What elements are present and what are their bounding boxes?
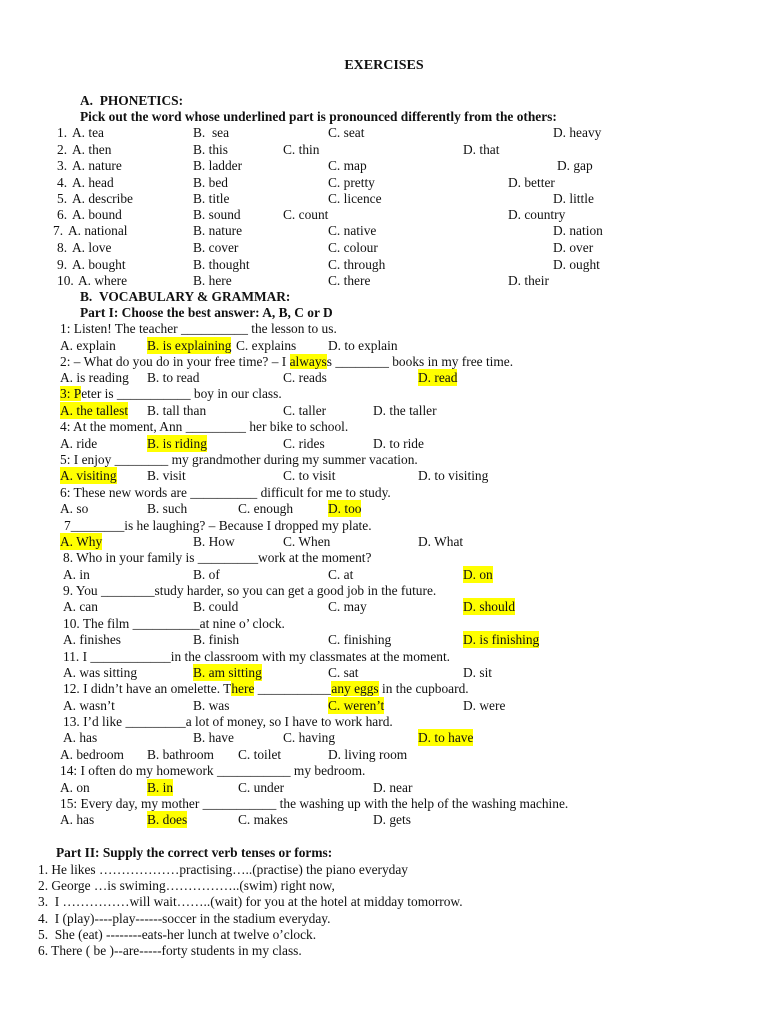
- part2-line: [0, 893, 768, 910]
- option-d-answer: D. on: [463, 567, 493, 582]
- question-15: [0, 795, 768, 812]
- option-d: D. gap: [557, 158, 593, 173]
- option-d-answer: D. too: [328, 501, 362, 516]
- option-a: A. then: [72, 142, 112, 157]
- question-text-part: ___________: [254, 681, 332, 696]
- option-a: A. on: [60, 780, 90, 795]
- question-text: 9. You ________study harder, so you can get a good job in the future.: [63, 583, 437, 598]
- option-d-answer: D. to have: [418, 730, 474, 745]
- options-6: [0, 500, 768, 517]
- option-c: C. under: [238, 780, 285, 795]
- exercise-line: 4. I (play)----play------soccer in the stadium everyday.: [38, 911, 331, 926]
- vocab-heading: B. VOCABULARY & GRAMMAR:: [80, 289, 291, 304]
- option-d: D. What: [418, 534, 464, 549]
- option-c: C. map: [328, 158, 367, 173]
- option-a: A. so: [60, 501, 89, 516]
- option-c: C. makes: [238, 812, 288, 827]
- option-b: B. sound: [193, 207, 241, 222]
- option-a: A. is reading: [60, 370, 129, 385]
- option-b: B. bathroom: [147, 747, 214, 762]
- phonetics-instruction-line: [0, 108, 768, 125]
- highlighted-word: any eggs: [331, 681, 379, 696]
- option-b-answer: B. is riding: [147, 436, 207, 451]
- question-text-part: 12. I didn’t have an omelette. T: [63, 681, 232, 696]
- question-12: [0, 680, 768, 697]
- options-4: [0, 435, 768, 452]
- options-13-extra: [0, 746, 768, 763]
- option-a: A. wasn’t: [63, 698, 115, 713]
- option-d: D. to visiting: [418, 468, 489, 483]
- option-a: A. ride: [60, 436, 98, 451]
- question-text: 6: These new words are __________ difficult for me to study.: [60, 485, 391, 500]
- question-text: 7________is he laughing? – Because I dropped my plate.: [64, 518, 372, 533]
- option-d: D. little: [553, 191, 594, 206]
- phonetics-row: [0, 124, 768, 141]
- vocab-heading-line: [0, 288, 768, 305]
- option-b: B. bed: [193, 175, 228, 190]
- phonetics-row: [0, 141, 768, 158]
- option-b: B. to read: [147, 370, 200, 385]
- option-a: A. nature: [72, 158, 122, 173]
- part2-line: [0, 926, 768, 943]
- option-c: C. pretty: [328, 175, 375, 190]
- option-b: B. finish: [193, 632, 240, 647]
- question-text-part: s ________ books in my free time.: [326, 354, 514, 369]
- part2-heading: Part II: Supply the correct verb tenses or forms:: [56, 845, 333, 860]
- options-2: [0, 369, 768, 386]
- option-a: A. bedroom: [60, 747, 124, 762]
- question-text: [60, 385, 282, 402]
- part1-heading: Part I: Choose the best answer: A, B, C or D: [80, 305, 333, 320]
- option-b: B. have: [193, 730, 234, 745]
- option-d: D. the taller: [373, 403, 437, 418]
- phonetics-row: [0, 206, 768, 223]
- option-b: B. nature: [193, 223, 243, 238]
- options-13: [0, 729, 768, 746]
- option-d: D. heavy: [553, 125, 602, 140]
- options-10: [0, 631, 768, 648]
- option-c: C. to visit: [283, 468, 336, 483]
- phonetics-row: [0, 272, 768, 289]
- part2-line: [0, 877, 768, 894]
- part2-heading-line: [0, 844, 768, 861]
- options-3: [0, 402, 768, 419]
- question-3: [0, 385, 768, 402]
- option-a: A. can: [63, 599, 98, 614]
- option-b: B. visit: [147, 468, 186, 483]
- phonetics-row: [0, 190, 768, 207]
- option-a: A. where: [78, 273, 128, 288]
- option-b: B. of: [193, 567, 220, 582]
- exercise-line: 2. George …is swiming……………..(swim) right now,: [38, 878, 335, 893]
- highlighted-word: always: [289, 354, 327, 369]
- question-7: [0, 517, 768, 534]
- option-a: A. finishes: [63, 632, 122, 647]
- option-d: D. near: [373, 780, 413, 795]
- question-text: 1: Listen! The teacher __________ the lesson to us.: [60, 321, 337, 336]
- part1-heading-line: [0, 304, 768, 321]
- page-title: EXERCISES: [344, 58, 424, 73]
- option-a-answer: A. the tallest: [60, 403, 129, 418]
- option-d: D. country: [508, 207, 566, 222]
- question-text: 4: At the moment, Ann _________ her bike to school.: [60, 419, 349, 434]
- options-15: [0, 811, 768, 828]
- phonetics-row: [0, 222, 768, 239]
- options-1: [0, 337, 768, 354]
- option-c: C. enough: [238, 501, 294, 516]
- option-a: A. explain: [60, 338, 116, 353]
- option-b: B. was: [193, 698, 230, 713]
- highlighted-word: here: [231, 681, 255, 696]
- option-d: D. gets: [373, 812, 411, 827]
- exercise-line: 5. She (eat) --------eats-her lunch at twelve o’clock.: [38, 927, 317, 942]
- option-c: C. colour: [328, 240, 378, 255]
- option-d: D. that: [463, 142, 500, 157]
- options-8: [0, 566, 768, 583]
- option-d: D. living room: [328, 747, 408, 762]
- question-4: [0, 418, 768, 435]
- question-text: [63, 680, 469, 697]
- question-14: [0, 762, 768, 779]
- option-d: D. sit: [463, 665, 493, 680]
- option-c: C. licence: [328, 191, 382, 206]
- question-text-part: in the cupboard.: [378, 681, 469, 696]
- item-number: 10.: [57, 273, 74, 288]
- options-14: [0, 779, 768, 796]
- option-c: C. toilet: [238, 747, 282, 762]
- option-c: C. explains: [236, 338, 297, 353]
- option-d: D. to explain: [328, 338, 398, 353]
- option-c: C. rides: [283, 436, 325, 451]
- item-number: 7.: [53, 223, 64, 238]
- option-b-answer: B. in: [147, 780, 174, 795]
- option-b: B. could: [193, 599, 239, 614]
- option-b: B. thought: [193, 257, 250, 272]
- options-9: [0, 598, 768, 615]
- exercise-line: 3. I ……………will wait……..(wait) for you at the hotel at midday tomorrow.: [38, 894, 463, 909]
- question-text: 15: Every day, my mother ___________ the washing up with the help of the washing machine.: [60, 796, 569, 811]
- option-d: D. better: [508, 175, 555, 190]
- option-c: C. having: [283, 730, 336, 745]
- option-c: C. thin: [283, 142, 320, 157]
- question-5: [0, 451, 768, 468]
- option-b: B. this: [193, 142, 228, 157]
- option-b: B. tall than: [147, 403, 207, 418]
- options-5: [0, 467, 768, 484]
- options-11: [0, 664, 768, 681]
- option-c: C. sat: [328, 665, 359, 680]
- option-c: C. When: [283, 534, 331, 549]
- option-c: C. taller: [283, 403, 327, 418]
- question-10: [0, 615, 768, 632]
- exercise-line: 6. There ( be )--are-----forty students in my class.: [38, 943, 302, 958]
- option-d-answer: D. should: [463, 599, 516, 614]
- option-b-answer: B. is explaining: [147, 338, 232, 353]
- option-c: C. there: [328, 273, 371, 288]
- option-b: B. ladder: [193, 158, 243, 173]
- options-7: [0, 533, 768, 550]
- item-number: 5.: [57, 191, 68, 206]
- option-d-answer: D. is finishing: [463, 632, 540, 647]
- question-text-part: 2: – What do you do in your free time? – I: [60, 354, 290, 369]
- highlighted-word: 3: P: [60, 386, 82, 401]
- option-b: B. How: [193, 534, 235, 549]
- option-b: B. cover: [193, 240, 239, 255]
- part2-line: [0, 861, 768, 878]
- option-a: A. bought: [72, 257, 126, 272]
- option-c: C. at: [328, 567, 354, 582]
- option-c: C. count: [283, 207, 329, 222]
- option-a: A. head: [72, 175, 114, 190]
- item-number: 1.: [57, 125, 68, 140]
- question-text: 8. Who in your family is _________work at the moment?: [63, 550, 372, 565]
- question-8: [0, 549, 768, 566]
- phonetics-row: [0, 157, 768, 174]
- question-6: [0, 484, 768, 501]
- question-text: 14: I often do my homework ___________ my bedroom.: [60, 763, 366, 778]
- question-13: [0, 713, 768, 730]
- option-a: A. has: [63, 730, 98, 745]
- question-text: 10. The film __________at nine o’ clock.: [63, 616, 285, 631]
- exercise-line: 1. He likes ………………practising…..(practise) the piano everyday: [38, 862, 409, 877]
- option-a-answer: A. visiting: [60, 468, 117, 483]
- option-a: A. tea: [72, 125, 104, 140]
- option-c: C. seat: [328, 125, 365, 140]
- option-a-answer: A. Why: [60, 534, 103, 549]
- option-d: D. their: [508, 273, 549, 288]
- option-a: A. national: [68, 223, 128, 238]
- question-9: [0, 582, 768, 599]
- option-c: C. through: [328, 257, 386, 272]
- question-2: [0, 353, 768, 370]
- option-a: A. love: [72, 240, 112, 255]
- options-12: [0, 697, 768, 714]
- item-number: 6.: [57, 207, 68, 222]
- phonetics-heading-line: [0, 92, 768, 109]
- option-c-answer: C. weren’t: [328, 698, 385, 713]
- option-b: B. sea: [193, 125, 230, 140]
- option-d: D. over: [553, 240, 594, 255]
- option-c: C. native: [328, 223, 377, 238]
- option-c: C. may: [328, 599, 367, 614]
- phonetics-heading: A. PHONETICS:: [80, 93, 184, 108]
- question-1: [0, 320, 768, 337]
- phonetics-instruction: Pick out the word whose underlined part is pronounced differently from the others:: [80, 109, 557, 124]
- option-a: A. bound: [72, 207, 122, 222]
- item-number: 8.: [57, 240, 68, 255]
- option-d: D. nation: [553, 223, 603, 238]
- option-b: B. title: [193, 191, 230, 206]
- phonetics-row: [0, 256, 768, 273]
- option-a: A. was sitting: [63, 665, 138, 680]
- question-text: 11. I ____________in the classroom with my classmates at the moment.: [63, 649, 451, 664]
- option-d-answer: D. read: [418, 370, 458, 385]
- option-d: D. were: [463, 698, 506, 713]
- option-a: A. in: [63, 567, 90, 582]
- option-b-answer: B. am sitting: [193, 665, 262, 680]
- option-a: A. has: [60, 812, 95, 827]
- option-c: C. reads: [283, 370, 327, 385]
- question-text: 5: I enjoy ________ my grandmother during my summer vacation.: [60, 452, 418, 467]
- question-text: 13. I’d like _________a lot of money, so I have to work hard.: [63, 714, 393, 729]
- item-number: 3.: [57, 158, 68, 173]
- option-b: B. such: [147, 501, 188, 516]
- part2-line: [0, 942, 768, 959]
- question-text: [60, 353, 513, 370]
- option-b: B. here: [193, 273, 232, 288]
- question-11: [0, 648, 768, 665]
- part2-line: [0, 910, 768, 927]
- phonetics-row: [0, 239, 768, 256]
- question-text-part: eter is ___________ boy in our class.: [81, 386, 282, 401]
- option-d: D. to ride: [373, 436, 424, 451]
- phonetics-row: [0, 174, 768, 191]
- option-c: C. finishing: [328, 632, 392, 647]
- item-number: 2.: [57, 142, 68, 157]
- option-d: D. ought: [553, 257, 600, 272]
- option-a: A. describe: [72, 191, 133, 206]
- item-number: 9.: [57, 257, 68, 272]
- item-number: 4.: [57, 175, 68, 190]
- option-b-answer: B. does: [147, 812, 188, 827]
